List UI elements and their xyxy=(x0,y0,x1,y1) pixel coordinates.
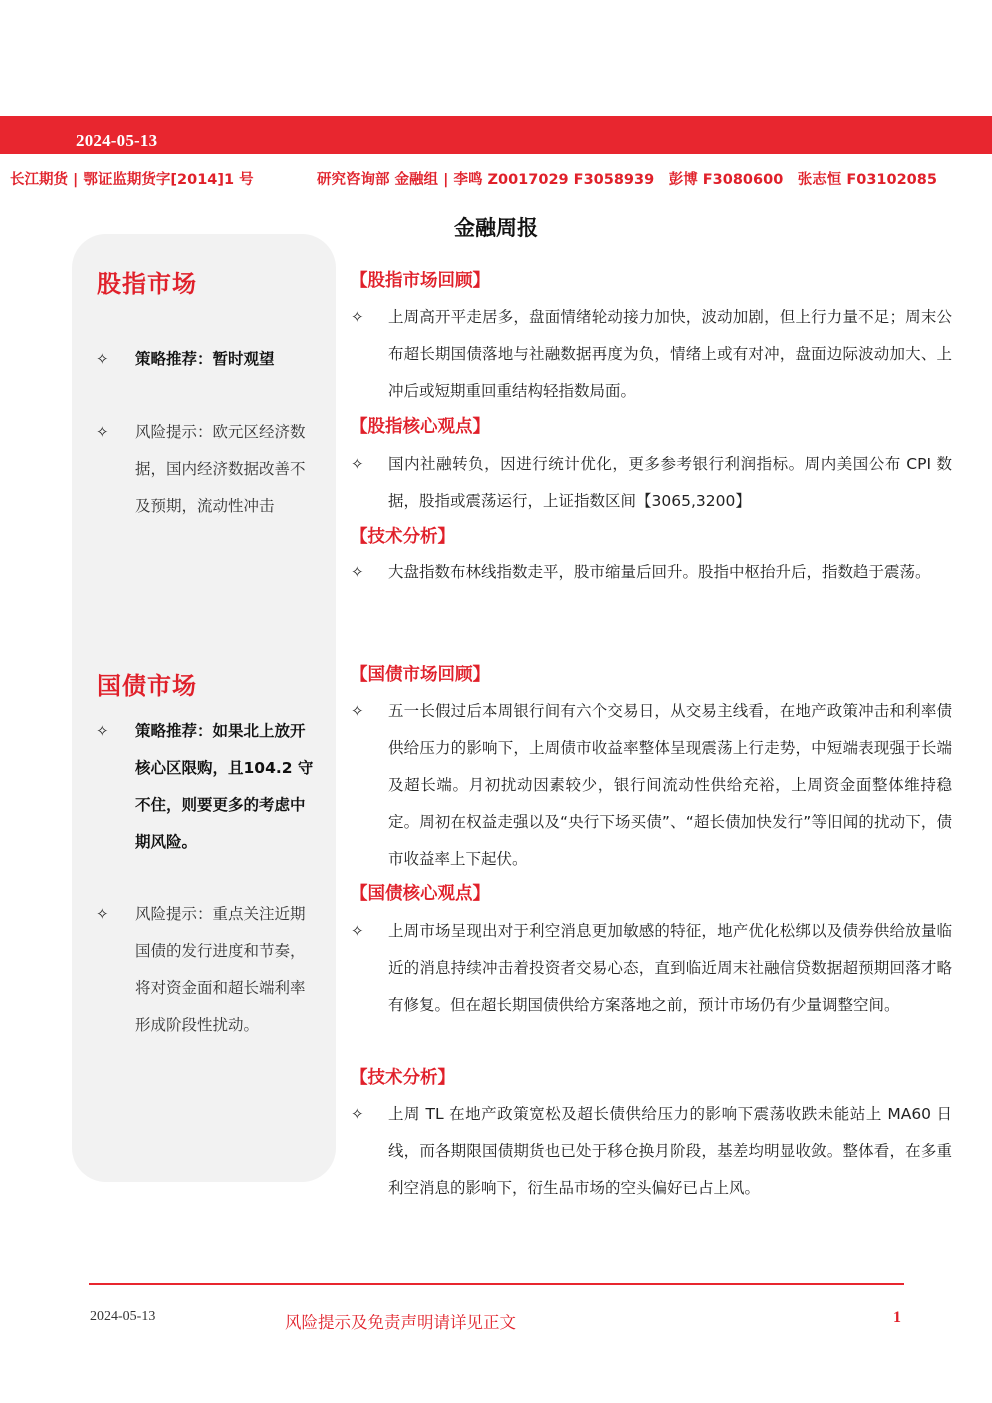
page-number: 1 xyxy=(893,1309,901,1326)
bullet-icon: ✧ xyxy=(351,308,364,326)
stock-risk: ✧ 风险提示：欧元区经济数据，国内经济数据改善不及预期，流动性冲击 xyxy=(96,414,316,525)
bond-tech-text: ✧ 上周 TL 在地产政策宽松及超长债供给压力的影响下震荡收跌未能站上 MA60 日线，而各期限国债期货也已处于移仓换月阶段，基差均明显收敛。整体看，在多重利空消息的影响下，衍生品市场的空头偏好已占上风。 xyxy=(347,1096,952,1207)
sidebar xyxy=(72,234,336,1182)
bullet-icon: ✧ xyxy=(351,455,364,473)
bond-market-title: 国债市场 xyxy=(97,672,197,700)
header-band xyxy=(0,116,992,154)
bullet-icon: ✧ xyxy=(351,922,364,940)
stock-tech-text: ✧ 大盘指数布林线指数走平，股市缩量后回升。股指中枢抬升后，指数趋于震荡。 xyxy=(347,554,952,591)
stock-view-heading: 【股指核心观点】 xyxy=(350,417,490,437)
bond-strategy: ✧ 策略推荐：如果北上放开核心区限购，且104.2 守不住，则要更多的考虑中期风险。 xyxy=(96,713,316,861)
stock-review-heading: 【股指市场回顾】 xyxy=(350,271,490,291)
bullet-icon: ✧ xyxy=(96,350,109,368)
bullet-icon: ✧ xyxy=(96,905,109,923)
stock-tech-heading: 【技术分析】 xyxy=(350,527,455,547)
bullet-icon: ✧ xyxy=(96,423,109,441)
bond-view-heading: 【国债核心观点】 xyxy=(350,884,490,904)
bullet-icon: ✧ xyxy=(96,722,109,740)
report-title: 金融周报 xyxy=(454,216,538,240)
company-license: 长江期货 | 鄂证监期货字[2014]1 号 xyxy=(10,172,254,188)
footer-disclaimer: 风险提示及免责声明请详见正文 xyxy=(285,1313,516,1332)
bond-tech-heading: 【技术分析】 xyxy=(350,1068,455,1088)
footer-divider xyxy=(89,1283,904,1285)
stock-strategy: ✧ 策略推荐：暂时观望 xyxy=(96,341,316,378)
header-date: 2024-05-13 xyxy=(76,131,158,150)
bond-review-heading: 【国债市场回顾】 xyxy=(350,665,490,685)
bond-risk: ✧ 风险提示：重点关注近期国债的发行进度和节奏，将对资金面和超长端利率形成阶段性扰动。 xyxy=(96,896,316,1044)
bullet-icon: ✧ xyxy=(351,702,364,720)
bond-review-text: ✧ 五一长假过后本周银行间有六个交易日，从交易主线看，在地产政策冲击和利率债供给压力的影响下，上周债市收益率整体呈现震荡上行走势，中短端表现强于长端及超长端。月初扰动因素较少，银行间流动性供给充裕，上周资金面整体维持稳定。周初在权益走强以及“央行下场买债”、“超长债加快发行”等旧闻的扰动下，债市收益率上下起伏。 xyxy=(347,693,952,878)
bond-view-text: ✧ 上周市场呈现出对于利空消息更加敏感的特征，地产优化松绑以及债券供给放量临近的消息持续冲击着投资者交易心态，直到临近周末社融信贷数据超预期回落才略有修复。但在超长期国债供给方案落地之前，预计市场仍有少量调整空间。 xyxy=(347,913,952,1024)
research-team: 研究咨询部 金融组 | 李鸣 Z0017029 F3058939 彭博 F3080600 张志恒 F03102085 xyxy=(317,172,937,188)
info-bar xyxy=(10,168,985,189)
footer-date: 2024-05-13 xyxy=(90,1309,156,1324)
stock-view-text: ✧ 国内社融转负，因进行统计优化，更多参考银行利润指标。周内美国公布 CPI 数据，股指或震荡运行，上证指数区间【3065,3200】 xyxy=(347,446,952,520)
bullet-icon: ✧ xyxy=(351,1105,364,1123)
stock-market-title: 股指市场 xyxy=(97,270,197,298)
bullet-icon: ✧ xyxy=(351,563,364,581)
stock-review-text: ✧ 上周高开平走居多，盘面情绪轮动接力加快，波动加剧，但上行力量不足；周末公布超长期国债落地与社融数据再度为负，情绪上或有对冲，盘面边际波动加大、上冲后或短期重回重结构轻指数局面。 xyxy=(347,299,952,410)
